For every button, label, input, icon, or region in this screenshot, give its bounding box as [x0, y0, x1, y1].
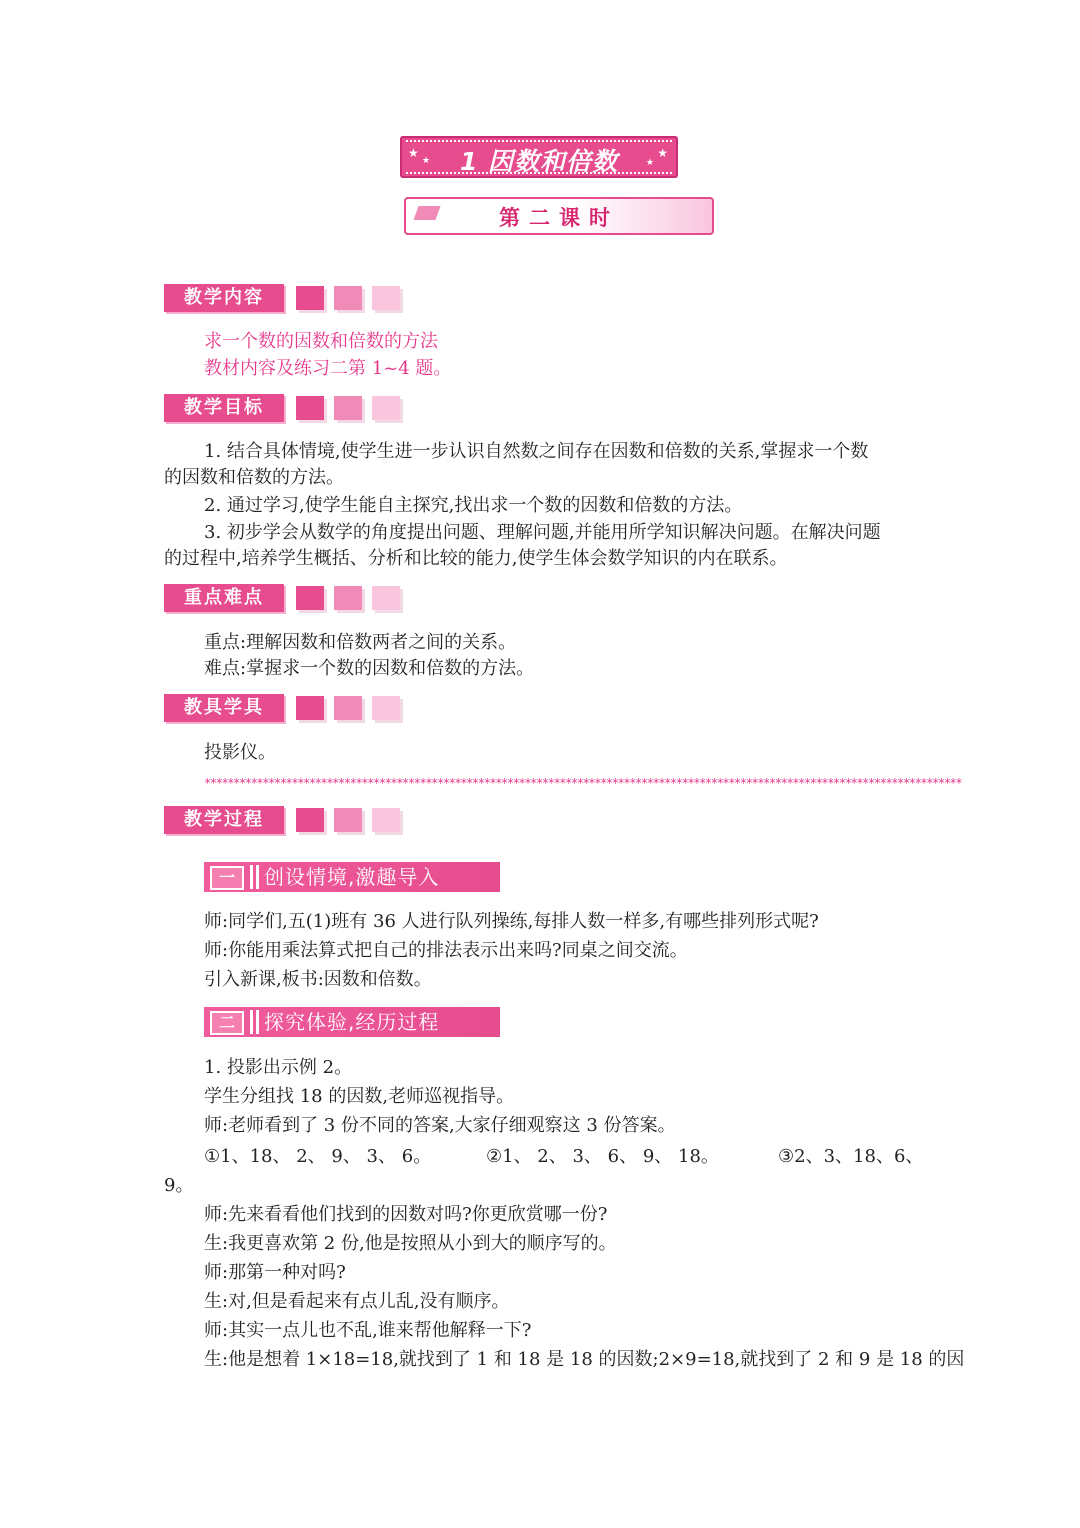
- deco-square: [296, 286, 324, 310]
- goal-line: 的过程中,培养学生概括、分析和比较的能力,使学生体会数学知识的内在联系。: [164, 548, 788, 569]
- deco-square: [372, 586, 400, 610]
- deco-square: [372, 696, 400, 720]
- banner-bar: [256, 1010, 259, 1034]
- step1-line: 师:你能用乘法算式把自己的排法表示出来吗?同桌之间交流。: [204, 940, 688, 961]
- deco-square: [334, 396, 362, 420]
- section-label: 教学目标: [164, 394, 284, 422]
- answer-3-wrap: 9。: [164, 1175, 194, 1196]
- section-label: 教具学具: [164, 694, 284, 722]
- lesson-banner: [404, 197, 714, 235]
- dialog-line: 师:其实一点儿也不乱,谁来帮他解释一下?: [204, 1320, 532, 1341]
- deco-square: [334, 696, 362, 720]
- star-icon: ★: [408, 146, 419, 160]
- deco-square: [372, 808, 400, 832]
- banner-bar: [692, 1010, 695, 1034]
- tools-line: 投影仪。: [204, 742, 276, 763]
- goal-line: 2. 通过学习,使学生能自主探究,找出求一个数的因数和倍数的方法。: [204, 495, 743, 516]
- step-title: 创设情境,激趣导入: [264, 865, 440, 889]
- step2-line: 学生分组找 18 的因数,老师巡视指导。: [204, 1086, 515, 1107]
- banner-bar: [682, 1010, 685, 1034]
- dialog-line: 生:对,但是看起来有点儿乱,没有顺序。: [204, 1291, 510, 1312]
- deco-square: [296, 396, 324, 420]
- banner-bar: [692, 865, 695, 889]
- key-line: 难点:掌握求一个数的因数和倍数的方法。: [204, 658, 535, 679]
- deco-square: [334, 586, 362, 610]
- key-line: 重点:理解因数和倍数两者之间的关系。: [204, 632, 517, 653]
- answer-1: ①1、18、 2、 9、 3、 6。: [204, 1146, 432, 1167]
- step1-line: 引入新课,板书:因数和倍数。: [204, 969, 432, 990]
- section-label: 教学过程: [164, 806, 284, 834]
- dialog-line: 师:先来看看他们找到的因数对吗?你更欣赏哪一份?: [204, 1204, 608, 1225]
- banner-bar: [672, 865, 675, 889]
- step-banner-2: [204, 1007, 500, 1037]
- deco-square: [296, 696, 324, 720]
- deco-square: [296, 808, 324, 832]
- goal-line: 3. 初步学会从数学的角度提出问题、理解问题,并能用所学知识解决问题。在解决问题: [204, 522, 881, 543]
- dialog-line: 生:我更喜欢第 2 份,他是按照从小到大的顺序写的。: [204, 1233, 617, 1254]
- section-label: 教学内容: [164, 284, 284, 312]
- answer-2: ②1、 2、 3、 6、 9、 18。: [486, 1146, 719, 1167]
- star-icon: ★: [657, 146, 668, 160]
- star-icon: ★: [422, 156, 431, 166]
- step2-line: 1. 投影出示例 2。: [204, 1057, 353, 1078]
- banner-bar: [250, 1010, 253, 1034]
- section-label: 重点难点: [164, 584, 284, 612]
- goal-line: 1. 结合具体情境,使学生进一步认识自然数之间存在因数和倍数的关系,掌握求一个数: [204, 441, 869, 462]
- dialog-line: 生:他是想着 1×18=18,就找到了 1 和 18 是 18 的因数;2×9=18,就找到了 2 和 9 是 18 的因: [204, 1349, 965, 1370]
- deco-square: [372, 286, 400, 310]
- step-banner-1: [204, 862, 500, 892]
- star-icon: ★: [645, 158, 654, 168]
- star-divider: **********************************************************************************************************************************: [204, 776, 962, 790]
- content-line: 求一个数的因数和倍数的方法: [204, 331, 438, 352]
- deco-square: [372, 396, 400, 420]
- banner-bar: [256, 865, 259, 889]
- banner-bar: [682, 865, 685, 889]
- step-number: 一: [210, 866, 244, 890]
- deco-square: [296, 586, 324, 610]
- answer-3: ③2、3、18、6、: [778, 1146, 924, 1167]
- step-title: 探究体验,经历过程: [264, 1010, 440, 1034]
- page-title: 1 因数和倍数: [459, 147, 619, 176]
- step2-line: 师:老师看到了 3 份不同的答案,大家仔细观察这 3 份答案。: [204, 1115, 676, 1136]
- title-banner: [400, 136, 678, 178]
- deco-square: [334, 286, 362, 310]
- banner-bar: [672, 1010, 675, 1034]
- content-line: 教材内容及练习二第 1~4 题。: [204, 358, 452, 379]
- goal-line: 的因数和倍数的方法。: [164, 467, 344, 488]
- lesson-title: 第二课时: [499, 206, 619, 230]
- deco-square: [334, 808, 362, 832]
- banner-bar: [250, 865, 253, 889]
- step1-line: 师:同学们,五(1)班有 36 人进行队列操练,每排人数一样多,有哪些排列形式呢?: [204, 911, 819, 932]
- dialog-line: 师:那第一种对吗?: [204, 1262, 346, 1283]
- step-number: 二: [210, 1011, 244, 1035]
